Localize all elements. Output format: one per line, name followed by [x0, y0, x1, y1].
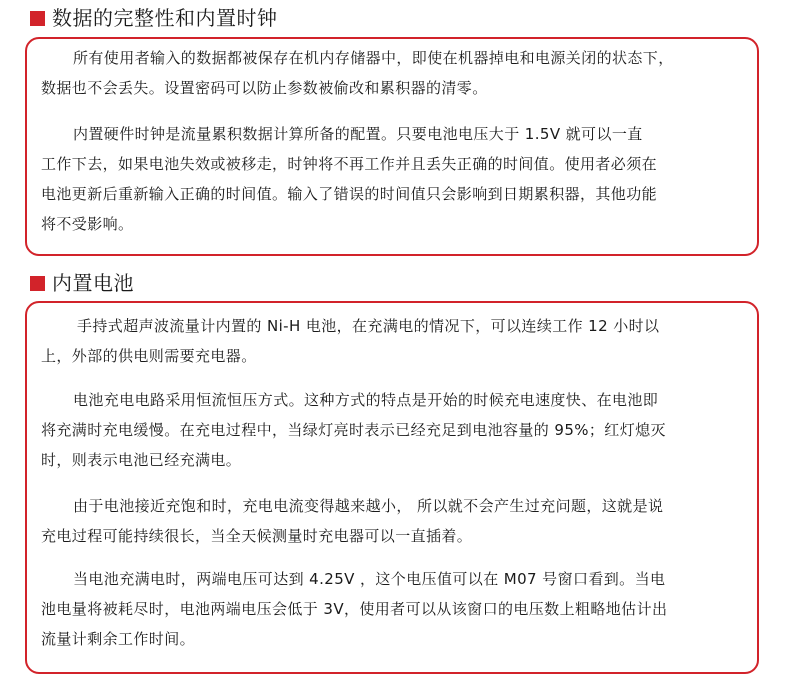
- text-line: 工作下去，如果电池失效或被移走，时钟将不再工作并且丢失正确的时间值。使用者必须在: [41, 155, 658, 173]
- red-square-icon: [30, 276, 45, 291]
- text-line: 流量计剩余工作时间。: [41, 630, 196, 648]
- text-line: 手持式超声波流量计内置的 Ni-H 电池，在充满电的情况下，可以连续工作 12 小时以: [77, 317, 660, 335]
- paragraph: [41, 385, 666, 475]
- text-line: 充电过程可能持续很长，当全天候测量时充电器可以一直插着。: [41, 527, 473, 545]
- paragraph: [41, 43, 674, 103]
- section-title: 内置电池: [52, 271, 134, 295]
- section-title: 数据的完整性和内置时钟: [52, 6, 278, 30]
- paragraph: [41, 119, 657, 239]
- text-line: 由于电池接近充饱和时，充电电流变得越来越小， 所以就不会产生过充问题，这就是说: [73, 497, 664, 515]
- text-line: 内置硬件时钟是流量累积数据计算所备的配置。只要电池电压大于 1.5V 就可以一直: [73, 125, 643, 143]
- section-heading-data-integrity: [30, 3, 278, 33]
- text-line: 上，外部的供电则需要充电器。: [41, 347, 257, 365]
- text-line: 将不受影响。: [41, 215, 134, 233]
- paragraph: [41, 564, 667, 654]
- paragraph: [41, 311, 659, 371]
- red-square-icon: [30, 11, 45, 26]
- text-line: 电池更新后重新输入正确的时间值。输入了错误的时间值只会影响到日期累积器，其他功能: [41, 185, 658, 203]
- text-line: 时，则表示电池已经充满电。: [41, 451, 242, 469]
- text-line: 将充满时充电缓慢。在充电过程中，当绿灯亮时表示已经充足到电池容量的 95%；红灯熄灭: [41, 421, 666, 439]
- paragraph: [41, 491, 663, 551]
- text-line: 池电量将被耗尽时，电池两端电压会低于 3V，使用者可以从该窗口的电压数上粗略地估计出: [41, 600, 668, 618]
- text-line: 所有使用者输入的数据都被保存在机内存储器中，即使在机器掉电和电源关闭的状态下，: [73, 49, 674, 67]
- data-integrity-box: [25, 37, 759, 256]
- built-in-battery-box: [25, 301, 759, 674]
- section-heading-built-in-battery: [30, 268, 134, 298]
- text-line: 当电池充满电时，两端电压可达到 4.25V ，这个电压值可以在 M07 号窗口看到。当电: [73, 570, 666, 588]
- text-line: 数据也不会丢失。设置密码可以防止参数被偷改和累积器的清零。: [41, 79, 488, 97]
- text-line: 电池充电电路采用恒流恒压方式。这种方式的特点是开始的时候充电速度快、在电池即: [73, 391, 659, 409]
